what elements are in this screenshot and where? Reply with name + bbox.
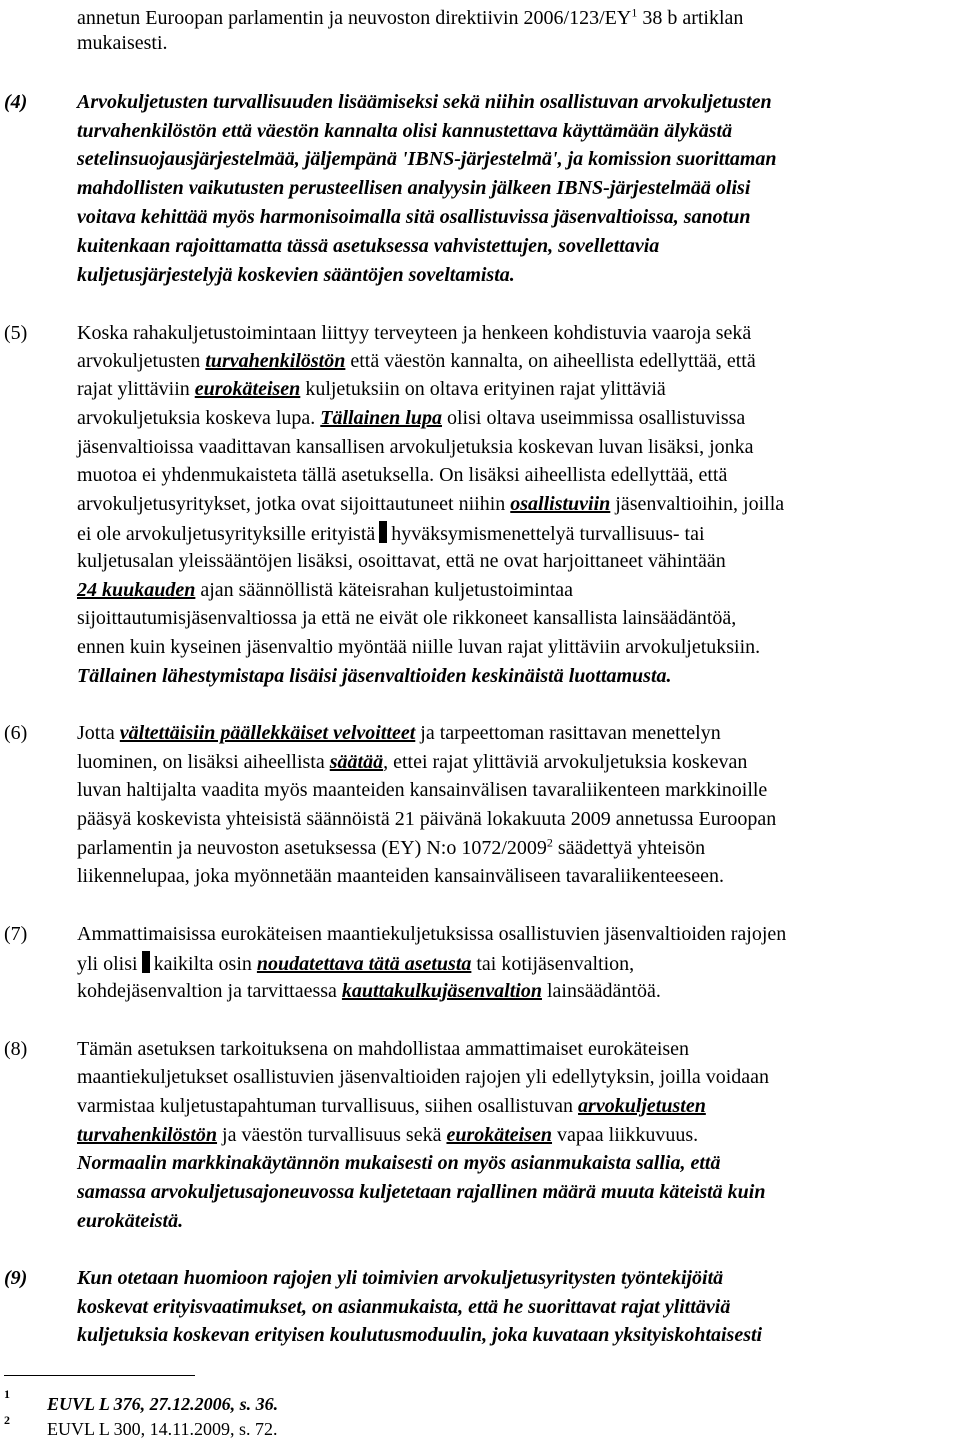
paragraph-6-line: liikennelupaa, joka myönnetään maanteiden kansainväliseen tavaraliikenteeseen.	[77, 865, 724, 887]
paragraph-8-number: (8)	[4, 1038, 28, 1060]
deletion-marker	[379, 521, 387, 543]
paragraph-8-line: samassa arvokuljetusajoneuvossa kuljetetaan rajallinen määrä muuta käteistä kuin	[77, 1181, 766, 1203]
paragraph-4-line: Arvokuljetusten turvallisuuden lisäämiseksi sekä niihin osallistuvan arvokuljetusten	[77, 91, 772, 113]
paragraph-5-line: jäsenvaltioissa vaadittavan kansallisen arvokuljetuksia koskevan luvan lisäksi, jonka	[77, 436, 754, 458]
paragraph-8-line: varmistaa kuljetustapahtuman turvallisuus, siihen osallistuvan arvokuljetusten	[77, 1095, 706, 1117]
paragraph-6-line: luominen, on lisäksi aiheellista säätää, ettei rajat ylittäviä arvokuljetuksia koskevan	[77, 751, 748, 773]
paragraph-9-number: (9)	[4, 1267, 28, 1289]
footnote-separator	[4, 1375, 195, 1376]
paragraph-6-line: parlamentin ja neuvoston asetuksessa (EY) N:o 1072/2009$^2$ säädettyä yhteisön	[77, 835, 706, 859]
paragraph-9-line: kuljetuksia koskevan erityisen koulutusmoduulin, joka kuvataan yksityiskohtaisesti	[77, 1324, 763, 1346]
paragraph-8-line: maantiekuljetukset osallistuvien jäsenvaltioiden rajojen yli edellytyksin, joilla voidaan	[77, 1066, 770, 1088]
paragraph-5-line: ei ole arvokuljetusyrityksille erityistä hyväksymismenettelyä turvallisuus- tai	[77, 523, 705, 545]
intro-line-1: annetun Euroopan parlamentin ja neuvoston direktiivin $2006/123/EY^1$ 38 b artiklan	[77, 5, 744, 29]
paragraph-5-line: arvokuljetusyritykset, jotka ovat sijoittautuneet niihin osallistuviin jäsenvaltioihin, joilla	[77, 493, 785, 515]
paragraph-6-line: luvan haltijalta vaadita myös maanteiden kansainvälisen tavaraliikenteen markkinoille	[77, 779, 768, 801]
paragraph-4-line: mahdollisten vaikutusten perusteellisen analyysin jälkeen IBNS-järjestelmää olisi	[77, 177, 751, 199]
paragraph-6-line: Jotta vältettäisiin päällekkäiset velvoitteet ja tarpeettoman rasittavan menettelyn	[77, 722, 721, 744]
footnote-2-text: EUVL L 300, 14.11.2009, s. 72.	[47, 1419, 278, 1439]
paragraph-8-line: Normaalin markkinakäytännön mukaisesti on myös asianmukaista sallia, että	[77, 1152, 721, 1174]
paragraph-5-line: 24 kuukauden ajan säännöllistä käteisrahan kuljetustoimintaa	[77, 579, 574, 601]
footnote-marker: 1	[4, 1387, 10, 1401]
paragraph-4-line: kuitenkaan rajoittamatta tässä asetuksessa vahvistettujen, sovellettavia	[77, 235, 660, 257]
paragraph-7-number: (7)	[4, 923, 28, 945]
paragraph-5-line: Koska rahakuljetustoimintaan liittyy terveyteen ja henkeen kohdistuvia vaaroja sekä	[77, 322, 752, 344]
deletion-marker	[142, 951, 150, 973]
intro-line-2: mukaisesti.	[77, 32, 168, 54]
footnote-ref-2: 2	[546, 835, 553, 850]
paragraph-5-line: arvokuljetusten turvahenkilöstön että väestön kannalta, on aiheellista edellyttää, että	[77, 350, 756, 372]
paragraph-6-number: (6)	[4, 722, 28, 744]
footnote-marker: 2	[4, 1413, 10, 1427]
paragraph-5-line: arvokuljetuksia koskeva lupa. Tällainen lupa olisi oltava useimmissa osallistuvissa	[77, 407, 746, 429]
paragraph-8-line: eurokäteistä.	[77, 1210, 184, 1232]
paragraph-4-line: voitava kehittää myös harmonisoimalla sitä osallistuvissa jäsenvaltioissa, sanotun	[77, 206, 751, 228]
footnote-ref-1: 1	[631, 5, 638, 20]
paragraph-8-line: turvahenkilöstön ja väestön turvallisuus sekä eurokäteisen vapaa liikkuvuus.	[77, 1124, 699, 1146]
paragraph-4-line: setelinsuojausjärjestelmää, jäljempänä 'IBNS-järjestelmä', ja komission suorittaman	[77, 148, 777, 170]
paragraph-8-line: Tämän asetuksen tarkoituksena on mahdollistaa ammattimaiset eurokäteisen	[77, 1038, 690, 1060]
paragraph-7-line: kohdejäsenvaltion ja tarvittaessa kauttakulkujäsenvaltion lainsäädäntöä.	[77, 980, 661, 1002]
paragraph-9-line: Kun otetaan huomioon rajojen yli toimivien arvokuljetusyritysten työntekijöitä	[77, 1267, 724, 1289]
paragraph-5-line: ennen kuin kyseinen jäsenvaltio myöntää niille luvan rajat ylittäviin arvokuljetuksiin.	[77, 636, 761, 658]
paragraph-5-number: (5)	[4, 322, 28, 344]
paragraph-9-line: koskevat erityisvaatimukset, on asianmukaista, että he suorittavat rajat ylittäviä	[77, 1296, 731, 1318]
paragraph-5-line: kuljetusalan yleissääntöjen lisäksi, osoittavat, että ne ovat harjoittaneet vähintään	[77, 550, 726, 572]
paragraph-5-line: rajat ylittäviin eurokäteisen kuljetuksiin on oltava erityinen rajat ylittäviä	[77, 378, 666, 400]
paragraph-4-number: (4)	[4, 91, 28, 113]
paragraph-7-line: yli olisi kaikilta osin noudatettava tätä asetusta tai kotijäsenvaltion,	[77, 953, 635, 975]
footnote-1-text: EUVL L 376, 27.12.2006, s. 36.	[47, 1394, 279, 1414]
paragraph-7-line: Ammattimaisissa eurokäteisen maantiekuljetuksissa osallistuvien jäsenvaltioiden rajojen	[77, 923, 787, 945]
paragraph-4-line: turvahenkilöstön että väestön kannalta olisi kannustettava käyttämään älykästä	[77, 120, 733, 142]
paragraph-6-line: pääsyä koskevista yhteisistä säännöistä 21 päivänä lokakuuta 2009 annetussa Euroopan	[77, 808, 777, 830]
paragraph-5-line: muotoa ei yhdenmukaisteta tällä asetuksella. On lisäksi aiheellista edellyttää, että	[77, 464, 728, 486]
paragraph-5-line: Tällainen lähestymistapa lisäisi jäsenvaltioiden keskinäistä luottamusta.	[77, 665, 672, 687]
paragraph-4-line: kuljetusjärjestelyjä koskevien sääntöjen soveltamista.	[77, 264, 515, 286]
paragraph-5-line: sijoittautumisjäsenvaltiossa ja että ne eivät ole rikkoneet kansallista lainsäädäntöä,	[77, 607, 737, 629]
